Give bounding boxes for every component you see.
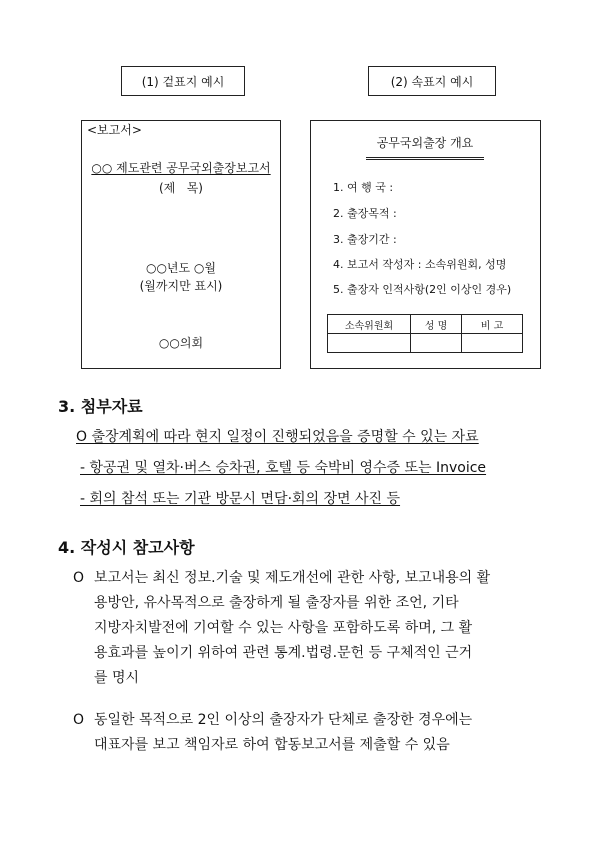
- inner-item-2: 2. 출장목적 :: [333, 207, 397, 220]
- table-cell: [462, 334, 523, 353]
- cover-sample-panel: [81, 120, 281, 369]
- paragraph-line: 동일한 목적으로 2인 이상의 출장자가 단체로 출장한 경우에는: [94, 712, 473, 728]
- cover-date-note: (월까지만 표시): [139, 279, 223, 293]
- section4-bullet-1: O: [73, 570, 85, 586]
- table-header-name: 성 명: [411, 315, 462, 334]
- inner-sample-panel: [310, 120, 541, 369]
- section4-paragraph-1: [94, 566, 544, 691]
- cover-date: ○○년도 ○월: [145, 261, 216, 275]
- inner-item-4: 4. 보고서 작성자 : 소속위원회, 성명: [333, 258, 507, 271]
- cover-tag: <보고서>: [87, 123, 142, 137]
- traveler-table: [327, 314, 523, 353]
- table-header-row: [328, 315, 523, 334]
- section4-paragraph-2: [94, 708, 544, 758]
- table-row: [328, 334, 523, 353]
- paragraph-line: 보고서는 최신 정보.기술 및 제도개선에 관한 사항, 보고내용의 활: [94, 570, 491, 586]
- table-header-committee: 소속위원회: [328, 315, 411, 334]
- cover-title: ○○ 제도관련 공무국외출장보고서: [91, 161, 271, 175]
- table-header-note: 비 고: [462, 315, 523, 334]
- paragraph-line: 를 명시: [94, 670, 140, 686]
- inner-example-label: (2) 속표지 예시: [368, 66, 496, 96]
- section4-bullet-2: O: [73, 712, 85, 728]
- table-cell: [328, 334, 411, 353]
- paragraph-line: 지방자치발전에 기여할 수 있는 사항을 포함하도록 하며, 그 활: [94, 620, 473, 636]
- table-cell: [411, 334, 462, 353]
- inner-item-5: 5. 출장자 인적사항(2인 이상인 경우): [333, 283, 512, 296]
- paragraph-line: 용효과를 높이기 위하여 관련 통계.법령.문헌 등 구체적인 근거: [94, 645, 473, 661]
- cover-council: ○○의회: [158, 336, 204, 350]
- section3-title: 3. 첨부자료: [58, 397, 143, 416]
- section4-title: 4. 작성시 참고사항: [58, 538, 195, 557]
- cover-example-label: (1) 겉표지 예시: [121, 66, 245, 96]
- inner-item-3: 3. 출장기간 :: [333, 233, 397, 246]
- section3-sub-item-1: - 항공권 및 열차·버스 승차권, 호텔 등 숙박비 영수증 또는 Invoice: [80, 460, 487, 476]
- paragraph-line: 용방안, 유사목적으로 출장하게 될 출장자를 위한 조언, 기타: [94, 595, 459, 611]
- section3-sub-item-2: - 회의 참석 또는 기관 방문시 면담·회의 장면 사진 등: [80, 491, 401, 507]
- cover-subtitle: (제 목): [159, 181, 203, 195]
- inner-heading: 공무국외출장 개요: [366, 134, 484, 160]
- paragraph-line: 대표자를 보고 책임자로 하여 합동보고서를 제출할 수 있음: [94, 737, 450, 753]
- inner-item-1: 1. 여 행 국 :: [333, 181, 394, 194]
- section3-main-item: O 출장계획에 따라 현지 일정이 진행되었음을 증명할 수 있는 자료: [76, 429, 479, 445]
